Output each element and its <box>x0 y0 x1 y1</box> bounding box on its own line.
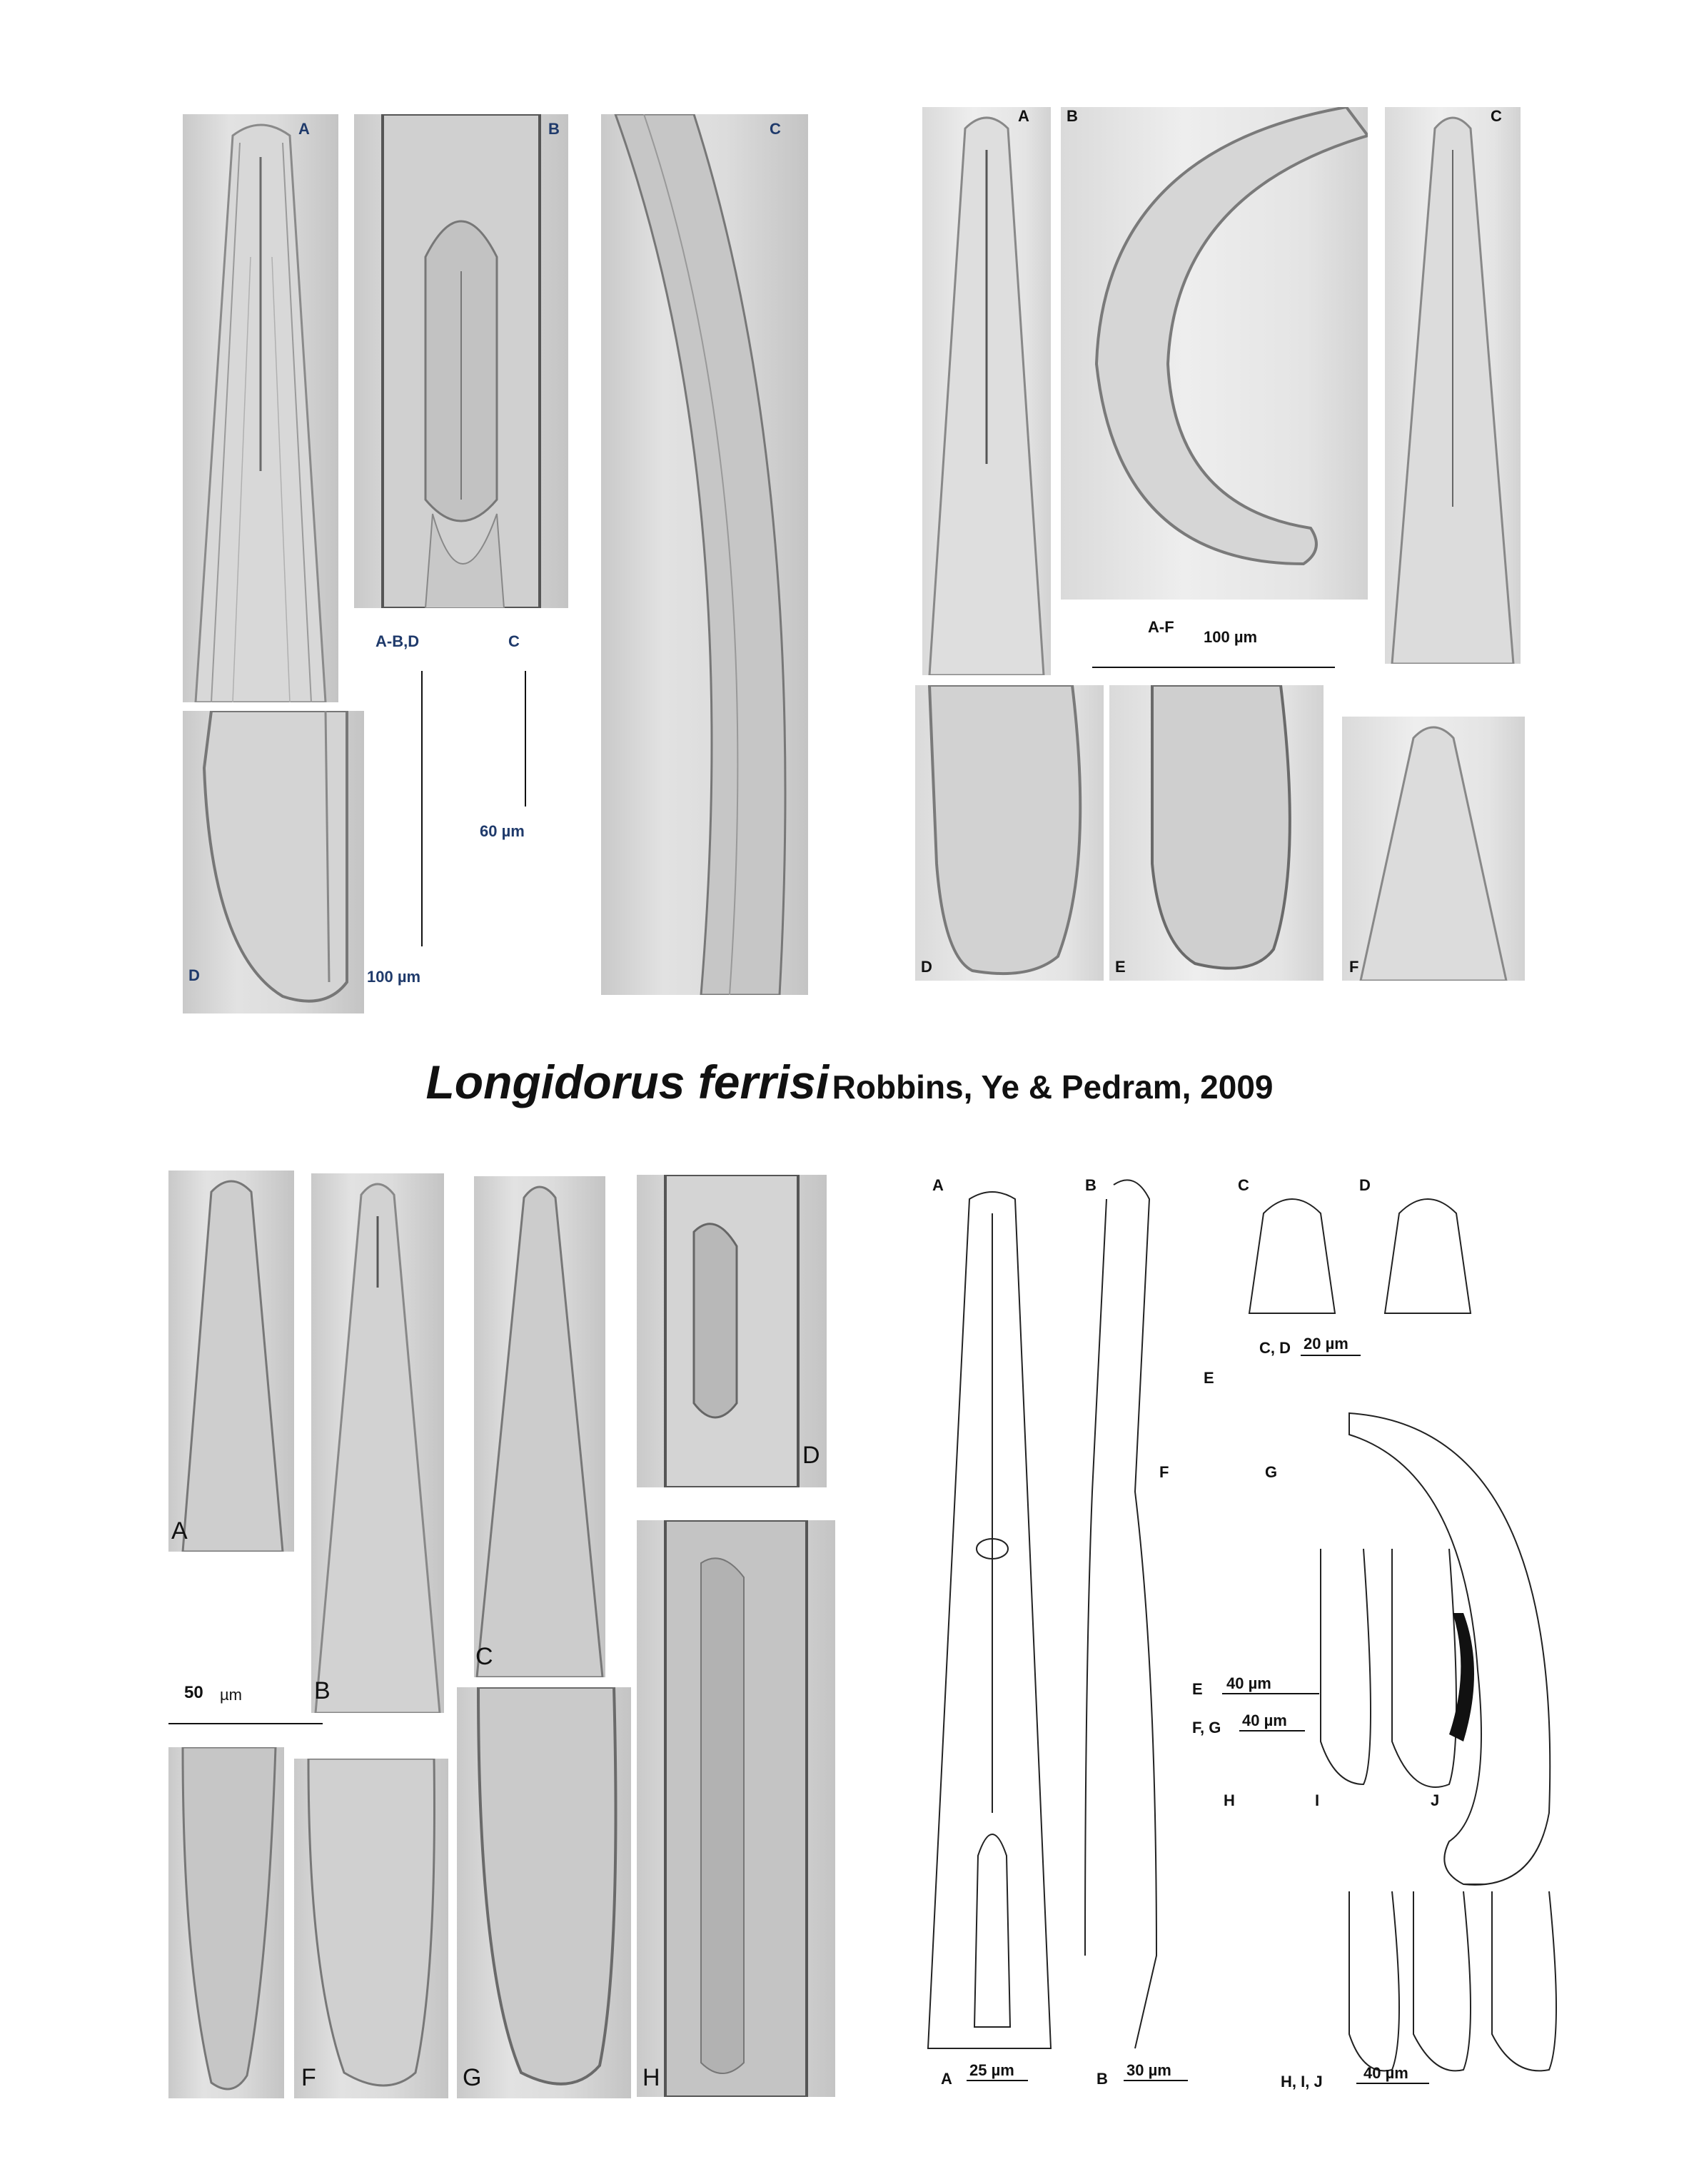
plate2-scale-bar <box>1092 667 1335 668</box>
plate4-scale-group-a: A <box>941 2070 952 2088</box>
drawing-b-gonad <box>1114 1180 1156 2048</box>
plate3-panel-e <box>168 1747 284 2098</box>
plate2-label-a: A <box>1018 107 1029 125</box>
tail-micrograph <box>294 1759 448 2098</box>
plate4-label-j: J <box>1431 1791 1440 1809</box>
plate3-panel-g <box>457 1687 631 2098</box>
plate2-label-b: B <box>1067 107 1078 125</box>
plate1-label-a: A <box>298 120 310 138</box>
drawing-i-tail <box>1413 1891 1471 2071</box>
plate1-label-b: B <box>548 120 560 138</box>
plate4-label-c: C <box>1238 1176 1249 1194</box>
plate2-panel-b <box>1061 107 1368 600</box>
drawing-j-tail <box>1492 1891 1556 2071</box>
plate4-scale-text-a: 25 µm <box>969 2061 1014 2079</box>
tail-micrograph <box>183 711 364 1013</box>
head-micrograph <box>922 107 1051 675</box>
plate2-scale-text: 100 µm <box>1204 628 1258 646</box>
plate2-label-e: E <box>1115 958 1126 976</box>
plate1-panel-c <box>601 114 808 995</box>
plate2-panel-e <box>1109 685 1324 981</box>
plate4-scale-bar-a <box>967 2080 1028 2081</box>
plate1-scale-bar-c <box>525 671 526 807</box>
plate1-panel-a <box>183 114 338 702</box>
plate4-scale-text-e: 40 µm <box>1226 1674 1271 1692</box>
plate2-label-f: F <box>1349 958 1359 976</box>
drawing-b-wall <box>1085 1199 1106 1956</box>
plate2-label-c: C <box>1491 107 1502 125</box>
plate3-label-d: D <box>802 1442 820 1469</box>
plate4-label-g: G <box>1265 1463 1278 1481</box>
plate4-label-e: E <box>1204 1369 1214 1387</box>
plate1-label-c: C <box>770 120 781 138</box>
plate4-scale-group-e: E <box>1192 1680 1203 1698</box>
curved-tail-micrograph <box>1061 107 1368 600</box>
drawing-a-body <box>928 1192 1051 2048</box>
drawing-d-head <box>1385 1199 1471 1313</box>
plate4-scale-text-hij: 40 µm <box>1363 2064 1408 2082</box>
head-micrograph <box>183 114 338 702</box>
head-micrograph <box>474 1176 605 1677</box>
tail-micrograph <box>457 1687 631 2098</box>
plate3-panel-h <box>637 1520 835 2097</box>
plate1-scale-text-abd: 100 µm <box>367 968 421 986</box>
plate3-panel-f <box>294 1759 448 2098</box>
plate1-scale-label-abd: A-B,D <box>375 632 420 650</box>
plate3-label-f: F <box>301 2064 316 2091</box>
head-micrograph <box>311 1173 444 1713</box>
plate3-label-c: C <box>475 1643 493 1670</box>
plate4-label-h: H <box>1224 1791 1235 1809</box>
plate2-panel-a <box>922 107 1051 675</box>
head-micrograph <box>168 1171 294 1552</box>
plate1-scale-bar-abd <box>421 671 423 946</box>
plate2-panel-f <box>1342 717 1525 981</box>
plate3-label-h: H <box>642 2064 660 2091</box>
drawing-e-tail <box>1349 1413 1550 1885</box>
plate4-label-a: A <box>932 1176 944 1194</box>
plate2-label-d: D <box>921 958 932 976</box>
plate2-scale-label: A-F <box>1148 618 1174 636</box>
drawing-f-tail <box>1321 1549 1371 1784</box>
plate3-panel-c <box>474 1176 605 1677</box>
species-name: Longidorus ferrisi <box>425 1056 830 1108</box>
drawing-g-tail <box>1392 1549 1456 1787</box>
plate2-panel-d <box>915 685 1104 981</box>
plate4-scale-text-fg: 40 µm <box>1242 1712 1287 1729</box>
plate1-panel-b <box>354 114 568 608</box>
drawing-e-spicule <box>1449 1613 1474 1741</box>
line-drawing-plate <box>921 1171 1628 2098</box>
plate3-panel-b <box>311 1173 444 1713</box>
plate4-scale-bar-fg <box>1239 1730 1305 1731</box>
body-micrograph <box>601 114 808 995</box>
plate4-label-f: F <box>1159 1463 1169 1481</box>
plate4-label-i: I <box>1315 1791 1320 1809</box>
figure-title <box>0 1055 1699 1109</box>
plate4-scale-text-b: 30 µm <box>1126 2061 1171 2079</box>
tail-micrograph <box>168 1747 284 2098</box>
plate3-scale-bar <box>168 1723 323 1724</box>
plate4-scale-group-hij: H, I, J <box>1281 2073 1323 2091</box>
species-authority: Robbins, Ye & Pedram, 2009 <box>832 1068 1274 1106</box>
plate4-scale-bar-b <box>1124 2080 1188 2081</box>
bulb-micrograph <box>354 114 568 608</box>
head-micrograph <box>1385 107 1521 664</box>
plate4-label-d: D <box>1359 1176 1371 1194</box>
tail-micrograph <box>1109 685 1324 981</box>
plate4-scale-bar-e <box>1222 1693 1319 1694</box>
head-tip-micrograph <box>1342 717 1525 981</box>
plate4-scale-text-cd: 20 µm <box>1304 1335 1348 1353</box>
plate4-scale-group-cd: C, D <box>1259 1339 1291 1357</box>
plate3-scale-number: 50 <box>184 1683 203 1702</box>
plate4-label-b: B <box>1085 1176 1096 1194</box>
plate1-scale-text-c: 60 µm <box>480 822 525 840</box>
drawing-h-tail <box>1349 1891 1399 2071</box>
plate3-label-g: G <box>463 2064 482 2091</box>
plate2-panel-c <box>1385 107 1521 664</box>
plate1-label-d: D <box>188 966 200 984</box>
drawing-a-bulb <box>974 1834 1010 2027</box>
plate4-scale-group-b: B <box>1096 2070 1108 2088</box>
plate3-label-b: B <box>314 1677 331 1704</box>
plate3-label-a: A <box>171 1517 188 1545</box>
plate3-panel-a <box>168 1171 294 1552</box>
plate4-scale-bar-hij <box>1356 2083 1429 2084</box>
plate4-scale-bar-cd <box>1301 1355 1361 1356</box>
tail-micrograph <box>915 685 1104 981</box>
plate3-panel-d <box>637 1175 827 1487</box>
plate3-scale-unit: µm <box>220 1686 243 1704</box>
plate1-scale-label-c: C <box>508 632 520 650</box>
body-micrograph <box>637 1175 827 1487</box>
plate1-panel-d <box>183 711 364 1013</box>
plate4-scale-group-fg: F, G <box>1192 1719 1221 1736</box>
body-micrograph <box>637 1520 835 2097</box>
drawing-c-head <box>1249 1199 1335 1313</box>
